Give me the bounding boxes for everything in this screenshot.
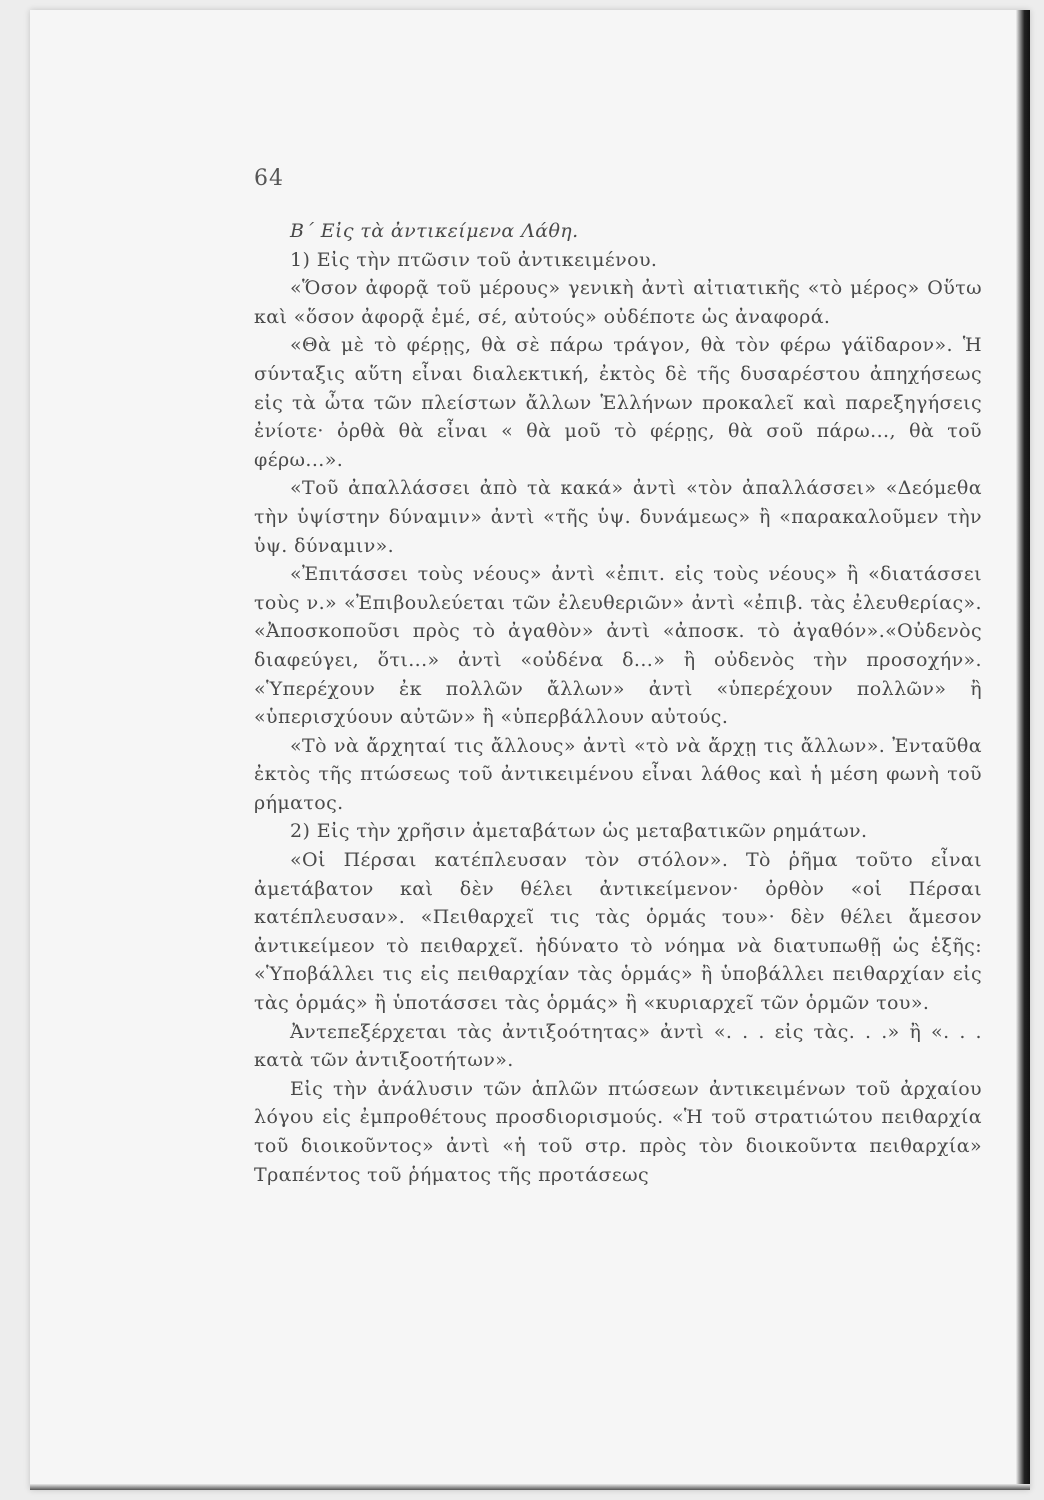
paragraph: «Τὸ νὰ ἄρχηταί τις ἄλλους» ἀντὶ «τὸ νὰ ἄρχῃ τις ἄλλων». Ἐνταῦθα ἐκτὸς τῆς πτώσεως τοῦ ἀντικειμένου εἶναι λάθος καὶ ἡ μέση φωνὴ τοῦ ρήματος. (254, 734, 982, 814)
paragraph: «Οἱ Πέρσαι κατέπλευσαν τὸν στόλον». Τὸ ῥῆμα τοῦτο εἶναι ἀμετάβατον καὶ δὲν θέλει ἀντικείμενον· ὀρθὸν «οἱ Πέρσαι κατέπλευσαν». «Πειθαρχεῖ τις τὰς ὁρμάς του»· δὲν θέλει ἄμεσον ἀντικείμεον τὸ πειθαρχεῖ. ἠδύνατο τὸ νόημα νὰ διατυπωθῇ ὡς ἑξῆς: «Ὑποβάλλει τις εἰς πειθαρχίαν τὰς ὁρμάς» ἢ ὑποβάλλει πειθαρχίαν εἰς τὰς ὁρμάς» ἢ ὑποτάσσει τὰς ὁρμάς» ἢ «κυριαρχεῖ τῶν ὁρμῶν του». (254, 849, 982, 1015)
body-text (254, 217, 982, 1189)
paragraph: «Θὰ μὲ τὸ φέρῃς, θὰ σὲ πάρω τράγον, θὰ τὸν φέρω γάϊδαρον». Ἡ σύνταξις αὕτη εἶναι διαλεκτική, ἐκτὸς δὲ τῆς δυσαρέστου ἀπηχήσεως εἰς τὰ ὦτα τῶν πλείστων ἄλλων Ἑλλήνων προκαλεῖ καὶ παρεξηγήσεις ἐνίοτε· ὀρθὰ θὰ εἶναι « θὰ μοῦ τὸ φέρῃς, θὰ σοῦ πάρω..., θὰ τοῦ φέρω...». (254, 334, 982, 471)
page-edge-shadow (1016, 10, 1030, 1490)
subsection-heading-1: 1) Εἰς τὴν πτῶσιν τοῦ ἀντικειμένου. (290, 248, 658, 271)
paragraph: «Ἐπιτάσσει τοὺς νέους» ἀντὶ «ἐπιτ. εἰς τοὺς νέους» ἢ «διατάσσει τοὺς ν.» «Ἐπιβουλεύεται τῶν ἐλευθεριῶν» ἀντὶ «ἐπιβ. τὰς ἐλευθερίας». «Ἀποσκοποῦσι πρὸς τὸ ἀγαθὸν» ἀντὶ «ἀποσκ. τὸ ἀγαθόν».«Οὐδενὸς διαφεύγει, ὅτι...» ἀντὶ «οὐδένα δ...» ἢ οὐδενὸς τὴν προσοχήν». «Ὑπερέχουν ἐκ πολλῶν ἄλλων» ἀντὶ «ὑπερέχουν πολλῶν» ἢ «ὑπερισχύουν αὐτῶν» ἢ «ὑπερβάλλουν αὐτούς. (254, 563, 982, 729)
subsection-heading-2: 2) Εἰς τὴν χρῆσιν ἀμεταβάτων ὡς μεταβατικῶν ρημάτων. (290, 820, 868, 843)
paragraph: «Ὅσον ἀφορᾷ τοῦ μέρους» γενικὴ ἀντὶ αἰτιατικῆς «τὸ μέρος» Οὕτω καὶ «ὅσον ἀφορᾷ ἐμέ, σέ, αὐτούς» οὐδέποτε ὡς ἀναφορά. (254, 277, 982, 328)
paragraph: Ἀντεπεξέρχεται τὰς ἀντιξοότητας» ἀντὶ «. . . εἰς τὰς. . .» ἢ «. . . κατὰ τῶν ἀντιξοοτήτων». (254, 1020, 982, 1072)
book-page (30, 10, 1030, 1490)
paragraph: «Τοῦ ἀπαλλάσσει ἀπὸ τὰ κακά» ἀντὶ «τὸν ἀπαλλάσσει» «Δεόμεθα τὴν ὑψίστην δύναμιν» ἀντὶ «τῆς ὑψ. δυνάμεως» ἢ «παρακαλοῦμεν τὴν ὑψ. δύναμιν». (254, 477, 982, 557)
page-bottom-edge (30, 1484, 1030, 1490)
section-heading: Β΄ Εἰς τὰ ἀντικείμενα Λάθη. (290, 220, 579, 242)
page-number: 64 (254, 166, 284, 191)
paragraph: Εἰς τὴν ἀνάλυσιν τῶν ἁπλῶν πτώσεων ἀντικειμένων τοῦ ἀρχαίου λόγου εἰς ἐμπροθέτους προσδιορισμούς. «Ἡ τοῦ στρατιώτου πειθαρχία τοῦ διοικοῦντος» ἀντὶ «ἡ τοῦ στρ. πρὸς τὸν διοικοῦντα πειθαρχία» Τραπέντος τοῦ ῥήματος τῆς προτάσεως (254, 1077, 982, 1186)
